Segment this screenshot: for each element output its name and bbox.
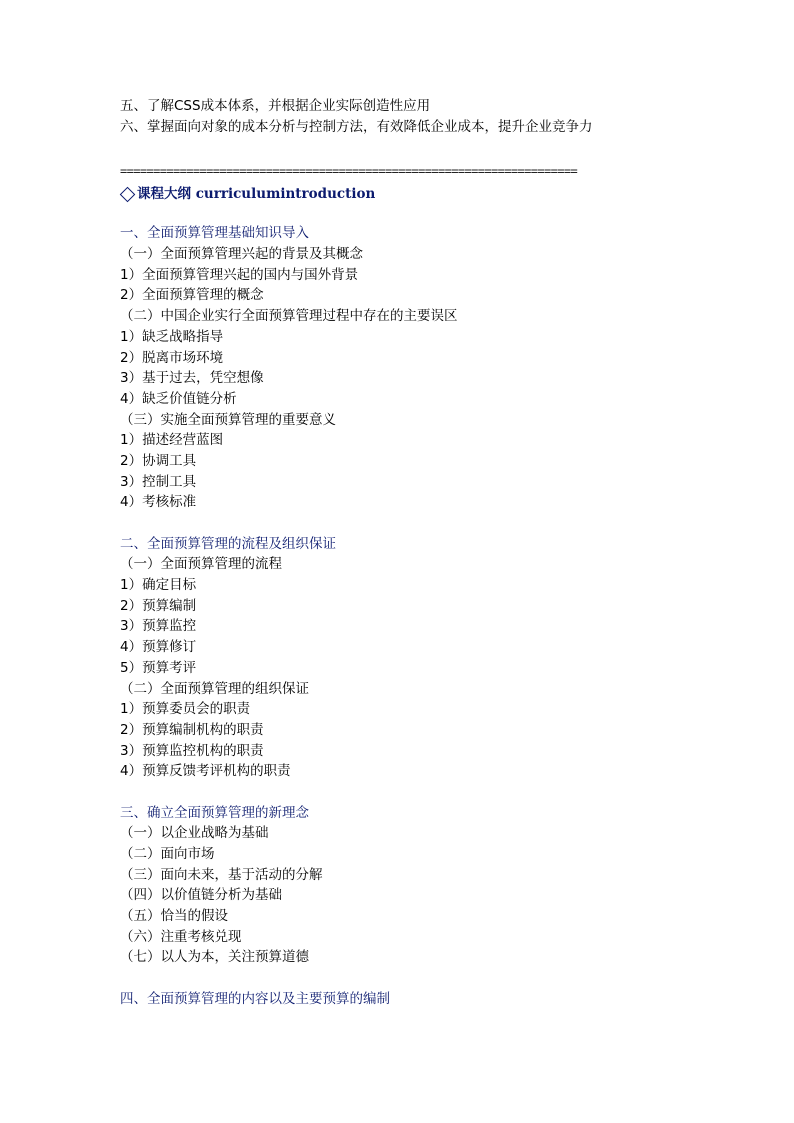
outline-item: 2）全面预算管理的概念 (120, 287, 264, 304)
section-heading: 二、全面预算管理的流程及组织保证 (120, 535, 336, 552)
section-heading: 四、全面预算管理的内容以及主要预算的编制 (120, 990, 390, 1007)
outline-title-text: 课程大纲 curriculumintroduction (137, 186, 376, 203)
outline-item: （二）中国企业实行全面预算管理过程中存在的主要误区 (120, 308, 458, 325)
outline-item: 3）控制工具 (120, 473, 197, 490)
outline-item: （四）以价值链分析为基础 (120, 887, 282, 904)
outline-item: （六）注重考核兑现 (120, 928, 242, 945)
outline-item: 2）预算编制机构的职责 (120, 721, 264, 738)
outline-item: （一）全面预算管理兴起的背景及其概念 (120, 246, 363, 263)
outline-item: （一）以企业战略为基础 (120, 825, 269, 842)
outline-item: （一）全面预算管理的流程 (120, 556, 282, 573)
outline-item: 3）预算监控机构的职责 (120, 742, 264, 759)
section-heading: 一、全面预算管理基础知识导入 (120, 225, 309, 242)
outline-item: 4）缺乏价值链分析 (120, 390, 237, 407)
diamond-icon (120, 187, 136, 203)
outline-item: 5）预算考评 (120, 659, 197, 676)
divider-line: ===================================================================== (120, 164, 578, 179)
outline-title (120, 183, 680, 205)
outline-sections (120, 223, 680, 1009)
outline-item: （三）实施全面预算管理的重要意义 (120, 411, 336, 428)
outline-item: （七）以人为本，关注预算道德 (120, 949, 309, 966)
outline-item: 4）考核标准 (120, 494, 197, 511)
outline-item: 1）预算委员会的职责 (120, 701, 251, 718)
section-heading: 三、确立全面预算管理的新理念 (120, 804, 309, 821)
outline-item: 4）预算反馈考评机构的职责 (120, 763, 291, 780)
outline-item: （三）面向未来，基于活动的分解 (120, 866, 323, 883)
outline-item: （二）全面预算管理的组织保证 (120, 680, 309, 697)
outline-item: 1）全面预算管理兴起的国内与国外背景 (120, 266, 359, 283)
outline-item: 1）确定目标 (120, 577, 197, 594)
outline-item: 3）预算监控 (120, 618, 197, 635)
outline-item: （二）面向市场 (120, 846, 215, 862)
outline-item: 1）描述经营蓝图 (120, 432, 224, 449)
outline-item: 2）预算编制 (120, 597, 197, 614)
outline-item: 2）协调工具 (120, 452, 197, 469)
intro-line: 六、掌握面向对象的成本分析与控制方法，有效降低企业成本，提升企业竞争力 (120, 118, 593, 135)
intro-line: 五、了解CSS成本体系，并根据企业实际创造性应用 (120, 98, 431, 114)
outline-item: 3）基于过去，凭空想像 (120, 370, 264, 387)
outline-item: （五）恰当的假设 (120, 908, 228, 925)
document-page (120, 96, 680, 1010)
outline-item: 2）脱离市场环境 (120, 349, 224, 366)
outline-item: 4）预算修订 (120, 639, 197, 656)
outline-item: 1）缺乏战略指导 (120, 328, 224, 345)
